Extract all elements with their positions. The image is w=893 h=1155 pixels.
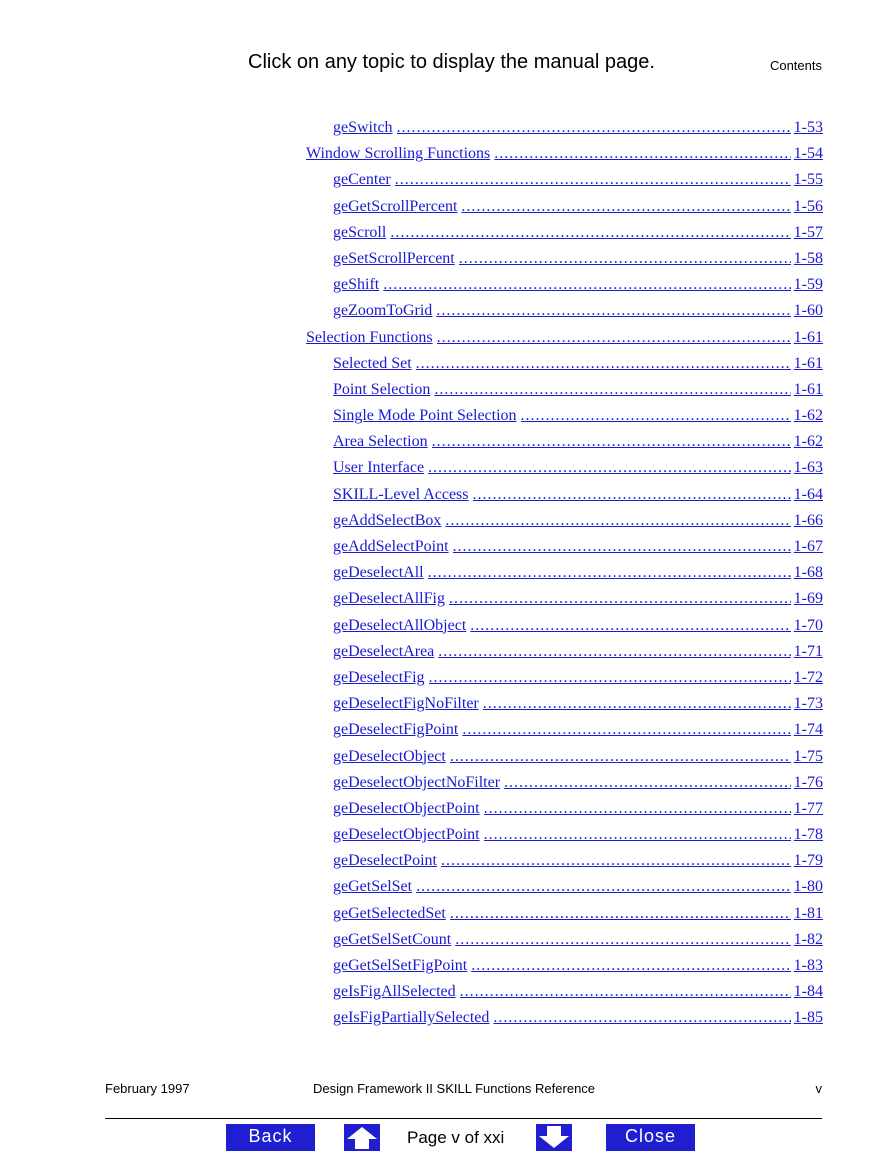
toc-entry[interactable] [306, 901, 823, 927]
toc-entry-label[interactable]: geDeselectFig [333, 668, 425, 686]
dot-leader [471, 953, 790, 979]
toc-entry-page[interactable]: 1-53 [793, 119, 823, 136]
dot-leader [483, 691, 791, 717]
dot-leader [432, 429, 791, 455]
toc-entry[interactable] [306, 979, 823, 1005]
toc-entry-label[interactable]: geIsFigPartiallySelected [333, 1009, 490, 1027]
dot-leader [438, 639, 790, 665]
toc-entry[interactable] [306, 874, 823, 900]
toc-entry-label[interactable]: Window Scrolling Functions [306, 145, 491, 163]
toc-entry-label[interactable]: Selected Set [333, 354, 412, 372]
close-button[interactable]: Close [606, 1124, 695, 1151]
dot-leader [455, 927, 790, 953]
toc-entry[interactable] [306, 167, 823, 193]
toc-entry-page[interactable]: 1-66 [793, 511, 823, 529]
toc-entry-page[interactable]: 1-59 [793, 276, 823, 294]
toc-entry-page[interactable]: 1-61 [793, 380, 823, 398]
footer-page-number: v [815, 1081, 822, 1096]
toc-entry-page[interactable]: 1-54 [793, 145, 823, 163]
dot-leader [470, 613, 790, 639]
toc-entry-label[interactable]: Point Selection [333, 380, 431, 398]
toc-entry[interactable] [306, 325, 823, 351]
toc-entry[interactable] [306, 534, 823, 560]
toc-entry-label[interactable]: geGetScrollPercent [333, 197, 458, 215]
toc-entry[interactable] [306, 482, 823, 508]
dot-leader [460, 979, 791, 1005]
toc-entry-page[interactable]: 1-79 [793, 852, 823, 870]
dot-leader [453, 534, 791, 560]
dot-leader [462, 717, 790, 743]
toc-entry-page[interactable]: 1-81 [793, 904, 823, 922]
toc-entry-label[interactable]: geDeselectFigNoFilter [333, 695, 479, 713]
toc-entry-label[interactable]: Area Selection [333, 433, 428, 451]
toc-entry[interactable] [306, 141, 823, 167]
toc-entry-page[interactable]: 1-74 [793, 721, 823, 739]
toc-entry[interactable] [306, 246, 823, 272]
dot-leader [484, 822, 791, 848]
toc-entry-label[interactable]: geDeselectObject [333, 747, 446, 765]
dot-leader [459, 246, 791, 272]
toc-entry[interactable] [306, 717, 823, 743]
toc-entry[interactable] [306, 1005, 823, 1031]
toc-entry[interactable] [306, 220, 823, 246]
toc-entry-page[interactable]: 1-69 [793, 590, 823, 608]
toc-entry-page[interactable]: 1-58 [793, 249, 823, 267]
dot-leader [397, 115, 791, 141]
next-page-button[interactable] [536, 1124, 572, 1151]
toc-entry-page[interactable]: 1-72 [793, 668, 823, 686]
toc-entry[interactable] [306, 691, 823, 717]
dot-leader [450, 901, 791, 927]
dot-leader [437, 325, 791, 351]
dot-leader [416, 874, 791, 900]
toc-entry-label[interactable]: geDeselectAllObject [333, 616, 467, 634]
toc-entry-page[interactable]: 1-70 [793, 616, 823, 634]
header-instruction: Click on any topic to display the manual page. [248, 51, 655, 73]
toc-entry-label[interactable]: geDeselectAll [333, 564, 424, 582]
toc-entry[interactable] [306, 115, 823, 141]
toc-entry-page[interactable]: 1-64 [793, 485, 823, 503]
dot-leader [434, 377, 790, 403]
footer-divider [105, 1118, 822, 1119]
dot-leader [416, 351, 791, 377]
toc-entry-page[interactable]: 1-62 [793, 407, 823, 425]
arrow-up-icon [344, 1124, 380, 1151]
toc-entry-page[interactable]: 1-85 [793, 1009, 823, 1027]
toc-entry-page[interactable]: 1-67 [793, 538, 823, 555]
toc-entry[interactable] [306, 403, 823, 429]
toc-entry-label[interactable]: geCenter [333, 171, 391, 189]
toc-entry-label[interactable]: geIsFigAllSelected [333, 983, 456, 1001]
toc-entry-page[interactable]: 1-80 [793, 878, 823, 896]
toc-entry-label[interactable]: geDeselectObjectPoint [333, 826, 480, 844]
toc-entry-page[interactable]: 1-76 [793, 773, 823, 791]
toc-entry-label[interactable]: Selection Functions [306, 328, 433, 346]
toc-entry-page[interactable]: 1-73 [793, 695, 823, 713]
dot-leader [521, 403, 791, 429]
toc-entry[interactable] [306, 613, 823, 639]
dot-leader [445, 508, 790, 534]
toc-entry[interactable] [306, 796, 823, 822]
toc-entry[interactable] [306, 377, 823, 403]
toc-entry-page[interactable]: 1-82 [793, 930, 823, 948]
footer-date: February 1997 [105, 1081, 190, 1096]
toc-entry[interactable] [306, 560, 823, 586]
toc-entry-page[interactable]: 1-55 [793, 171, 823, 189]
dot-leader [441, 848, 791, 874]
toc-entry-page[interactable]: 1-71 [793, 642, 823, 660]
toc-entry[interactable] [306, 455, 823, 481]
toc-entry-label[interactable]: geZoomToGrid [333, 302, 433, 320]
toc-entry-page[interactable]: 1-75 [793, 747, 823, 765]
toc-entry[interactable] [306, 953, 823, 979]
toc-entry-label[interactable]: geDeselectArea [333, 642, 435, 660]
toc-entry-label[interactable]: geDeselectAllFig [333, 590, 445, 608]
toc-entry-label[interactable]: geShift [333, 276, 380, 294]
dot-leader [436, 298, 790, 324]
toc-entry-page[interactable]: 1-61 [793, 354, 823, 372]
dot-leader [493, 1005, 790, 1031]
toc-entry[interactable] [306, 298, 823, 324]
toc-entry[interactable] [306, 351, 823, 377]
toc-entry[interactable] [306, 927, 823, 953]
toc-entry-page[interactable]: 1-56 [793, 197, 823, 215]
arrow-down-icon [536, 1124, 572, 1151]
toc-entry-label[interactable]: geDeselectObjectPoint [333, 799, 480, 817]
back-button[interactable]: Back [226, 1124, 315, 1151]
toc-entry-label[interactable]: User Interface [333, 459, 425, 477]
toc-entry[interactable] [306, 822, 823, 848]
toc-entry[interactable] [306, 665, 823, 691]
toc-entry-label[interactable]: geSwitch [333, 119, 393, 136]
toc-entry-page[interactable]: 1-77 [793, 799, 823, 817]
toc-entry-label[interactable]: geGetSelSetCount [333, 930, 452, 948]
toc-entry-label[interactable]: geGetSelSet [333, 878, 413, 896]
toc-entry[interactable] [306, 744, 823, 770]
page-indicator: Page v of xxi [407, 1128, 505, 1147]
toc-entry-label[interactable]: geGetSelectedSet [333, 904, 446, 922]
toc-entry-page[interactable]: 1-61 [793, 328, 823, 346]
dot-leader [494, 141, 790, 167]
toc-entry[interactable] [306, 586, 823, 612]
dot-leader [390, 220, 790, 246]
dot-leader [473, 482, 791, 508]
toc-entry[interactable] [306, 770, 823, 796]
toc-entry[interactable] [306, 429, 823, 455]
toc-entry[interactable] [306, 194, 823, 220]
toc-entry-label[interactable]: geAddSelectBox [333, 511, 442, 529]
footer-doc-title: Design Framework II SKILL Functions Reference [313, 1081, 596, 1096]
toc-entry-page[interactable]: 1-63 [793, 459, 823, 477]
dot-leader [504, 770, 791, 796]
toc-entry-label[interactable]: geAddSelectPoint [333, 538, 449, 555]
toc-entry[interactable] [306, 848, 823, 874]
toc-entry-label[interactable]: geDeselectObjectNoFilter [333, 773, 501, 791]
dot-leader [450, 744, 791, 770]
dot-leader [395, 167, 791, 193]
dot-leader [449, 586, 791, 612]
table-of-contents [306, 115, 823, 1032]
dot-leader [429, 665, 791, 691]
toc-entry-page[interactable]: 1-83 [793, 957, 823, 974]
toc-entry[interactable] [306, 272, 823, 298]
toc-entry-page[interactable]: 1-62 [793, 433, 823, 451]
toc-entry[interactable] [306, 639, 823, 665]
previous-page-button[interactable] [344, 1124, 380, 1151]
toc-entry-label[interactable]: geSetScrollPercent [333, 249, 455, 267]
toc-entry-label[interactable]: geDeselectPoint [333, 852, 437, 870]
toc-entry-label[interactable]: SKILL-Level Access [333, 485, 469, 503]
toc-entry[interactable] [306, 508, 823, 534]
dot-leader [428, 455, 791, 481]
section-label: Contents [769, 58, 822, 73]
toc-entry-page[interactable]: 1-68 [793, 564, 823, 582]
toc-entry-page[interactable]: 1-84 [793, 983, 823, 1001]
toc-entry-label[interactable]: geGetSelSetFigPoint [333, 957, 468, 974]
toc-entry-page[interactable]: 1-60 [793, 302, 823, 320]
dot-leader [383, 272, 790, 298]
toc-entry-label[interactable]: geDeselectFigPoint [333, 721, 459, 739]
toc-entry-label[interactable]: Single Mode Point Selection [333, 407, 517, 425]
toc-entry-page[interactable]: 1-57 [793, 223, 823, 241]
dot-leader [428, 560, 791, 586]
toc-entry-label[interactable]: geScroll [333, 223, 387, 241]
dot-leader [461, 194, 790, 220]
dot-leader [484, 796, 791, 822]
toc-entry-page[interactable]: 1-78 [793, 826, 823, 844]
